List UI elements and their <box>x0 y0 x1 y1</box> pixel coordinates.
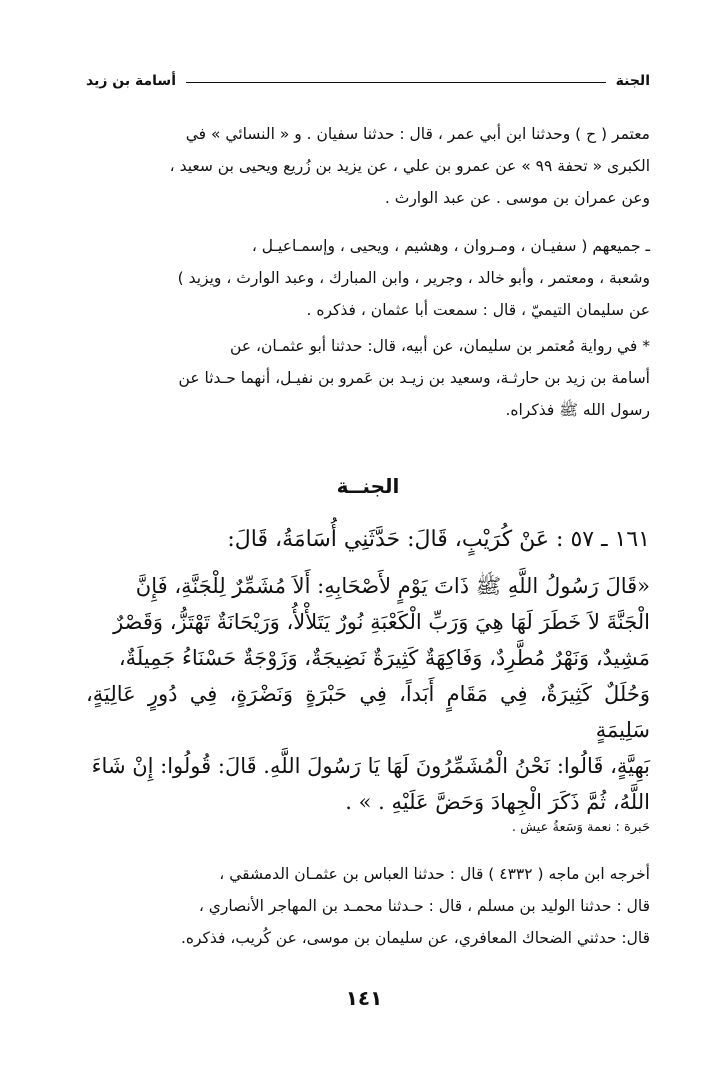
sources-block-2 <box>86 230 650 326</box>
hadith-heading: ١٦١ ـ ٥٧ : عَنْ كُرَيْبٍ، قَالَ: حَدَّثَنِي أُسَامَةُ، قَالَ: <box>227 527 650 552</box>
text-line: مَشِيدٌ، وَنَهْرٌ مُطَّرِدٌ، وَفَاكِهَةٌ كَثِيرَةٌ نَضِيجَةٌ، وَزَوْجَةٌ حَسْنَاءُ جَمِيلَةٌ، <box>118 646 650 670</box>
text-line: ـ جميعهم ( سفيـان ، ومـروان ، وهشيم ، ويحيى ، وإسمـاعيـل ، <box>251 237 650 255</box>
text-line: الْجَنَّةَ لاَ خَطَرَ لَهَا هِيَ وَرَبِّ الْكَعْبَةِ نُورٌ يَتَلأْلأُ، وَرَيْحَانَةٌ تَهْتَزُّ، وَقَصْرٌ <box>113 610 650 634</box>
header-narrator-title: أسامة بن زيد <box>86 73 176 89</box>
sources-block-1 <box>86 118 650 214</box>
text-line: عن سليمان التيميّ ، قال : سمعت أبا عثمان ، فذكره . <box>306 301 650 319</box>
text-line: أخرجه ابن ماجه ( ٤٣٣٢ ) قال : حدثنا العباس بن عثمـان الدمشقي ، <box>219 865 650 883</box>
text-line: وشعبة ، ومعتمر ، وأبو خالد ، وجرير ، وابن المبارك ، وعبد الوارث ، ويزيد ) <box>177 269 650 287</box>
text-line: اللَّهُ، ثُمَّ ذَكَرَ الْجِهادَ وَحَضَّ عَلَيْهِ . » . <box>345 790 650 814</box>
text-line: قال : حدثنا الوليد بن مسلم ، قال : حـدثنا محمـد بن المهاجر الأنصاري ، <box>198 897 650 915</box>
gloss-note: حَبرة : نعمة وَسَعةُ عيش . <box>511 820 650 835</box>
sources-block-3 <box>86 330 650 426</box>
text-line: «قَالَ رَسُولُ اللَّهِ ﷺ ذَاتَ يَوْمٍ لأَصْحَابِهِ: أَلاَ مُشَمِّرٌ لِلْجَنَّةِ، فَإِنَّ <box>135 574 650 598</box>
text-line: بَهِيَّةٍ، قَالُوا: نَحْنُ الْمُشَمِّرُونَ لَهَا يَا رَسُولَ اللَّهِ. قَالَ: قُولُوا: إِنْ شَاءَ <box>91 754 650 778</box>
text-line: * في رواية مُعتمر بن سليمان، عن أبيه، قال: حدثنا أبو عثمـان، عن <box>230 337 650 355</box>
text-line: وَحُلَلٌ كَثِيرَةٌ، فِي مَقَامٍ أَبَداً، فِي حَبْرَةٍ وَنَضْرَةٍ، فِي دُورٍ عَالِيَةٍ، سَلِيمَةٍ <box>86 682 650 742</box>
text-line: رسول الله ﷺ فذكراه. <box>505 401 650 419</box>
sources-block-4 <box>86 858 650 954</box>
header-rule <box>186 82 606 83</box>
text-line: أسامة بن زيد بن حارثـة، وسعيد بن زيـد بن عَمرو بن نفيـل، أنهما حـدثا عن <box>178 369 650 387</box>
hadith-text <box>86 568 650 820</box>
text-line: الكبرى « تحفة ٩٩ » عن عمرو بن علي ، عن يزيد بن زُريع ويحيى بن سعيد ، <box>169 157 650 175</box>
text-line: معتمر ( ح ) وحدثنا ابن أبي عمر ، قال : حدثنا سفيان . و « النسائي » في <box>185 125 650 143</box>
text-line: وعن عمران بن موسى . عن عبد الوارث . <box>384 189 650 207</box>
section-title: الجنــة <box>336 474 400 498</box>
text-line: قال: حدثني الضحاك المعافري، عن سليمان بن موسى، عن كُريب، فذكره. <box>180 929 650 947</box>
page-number: ١٤١ <box>345 986 383 1010</box>
header-chapter-title: الجنة <box>615 73 650 89</box>
running-header <box>86 70 650 92</box>
